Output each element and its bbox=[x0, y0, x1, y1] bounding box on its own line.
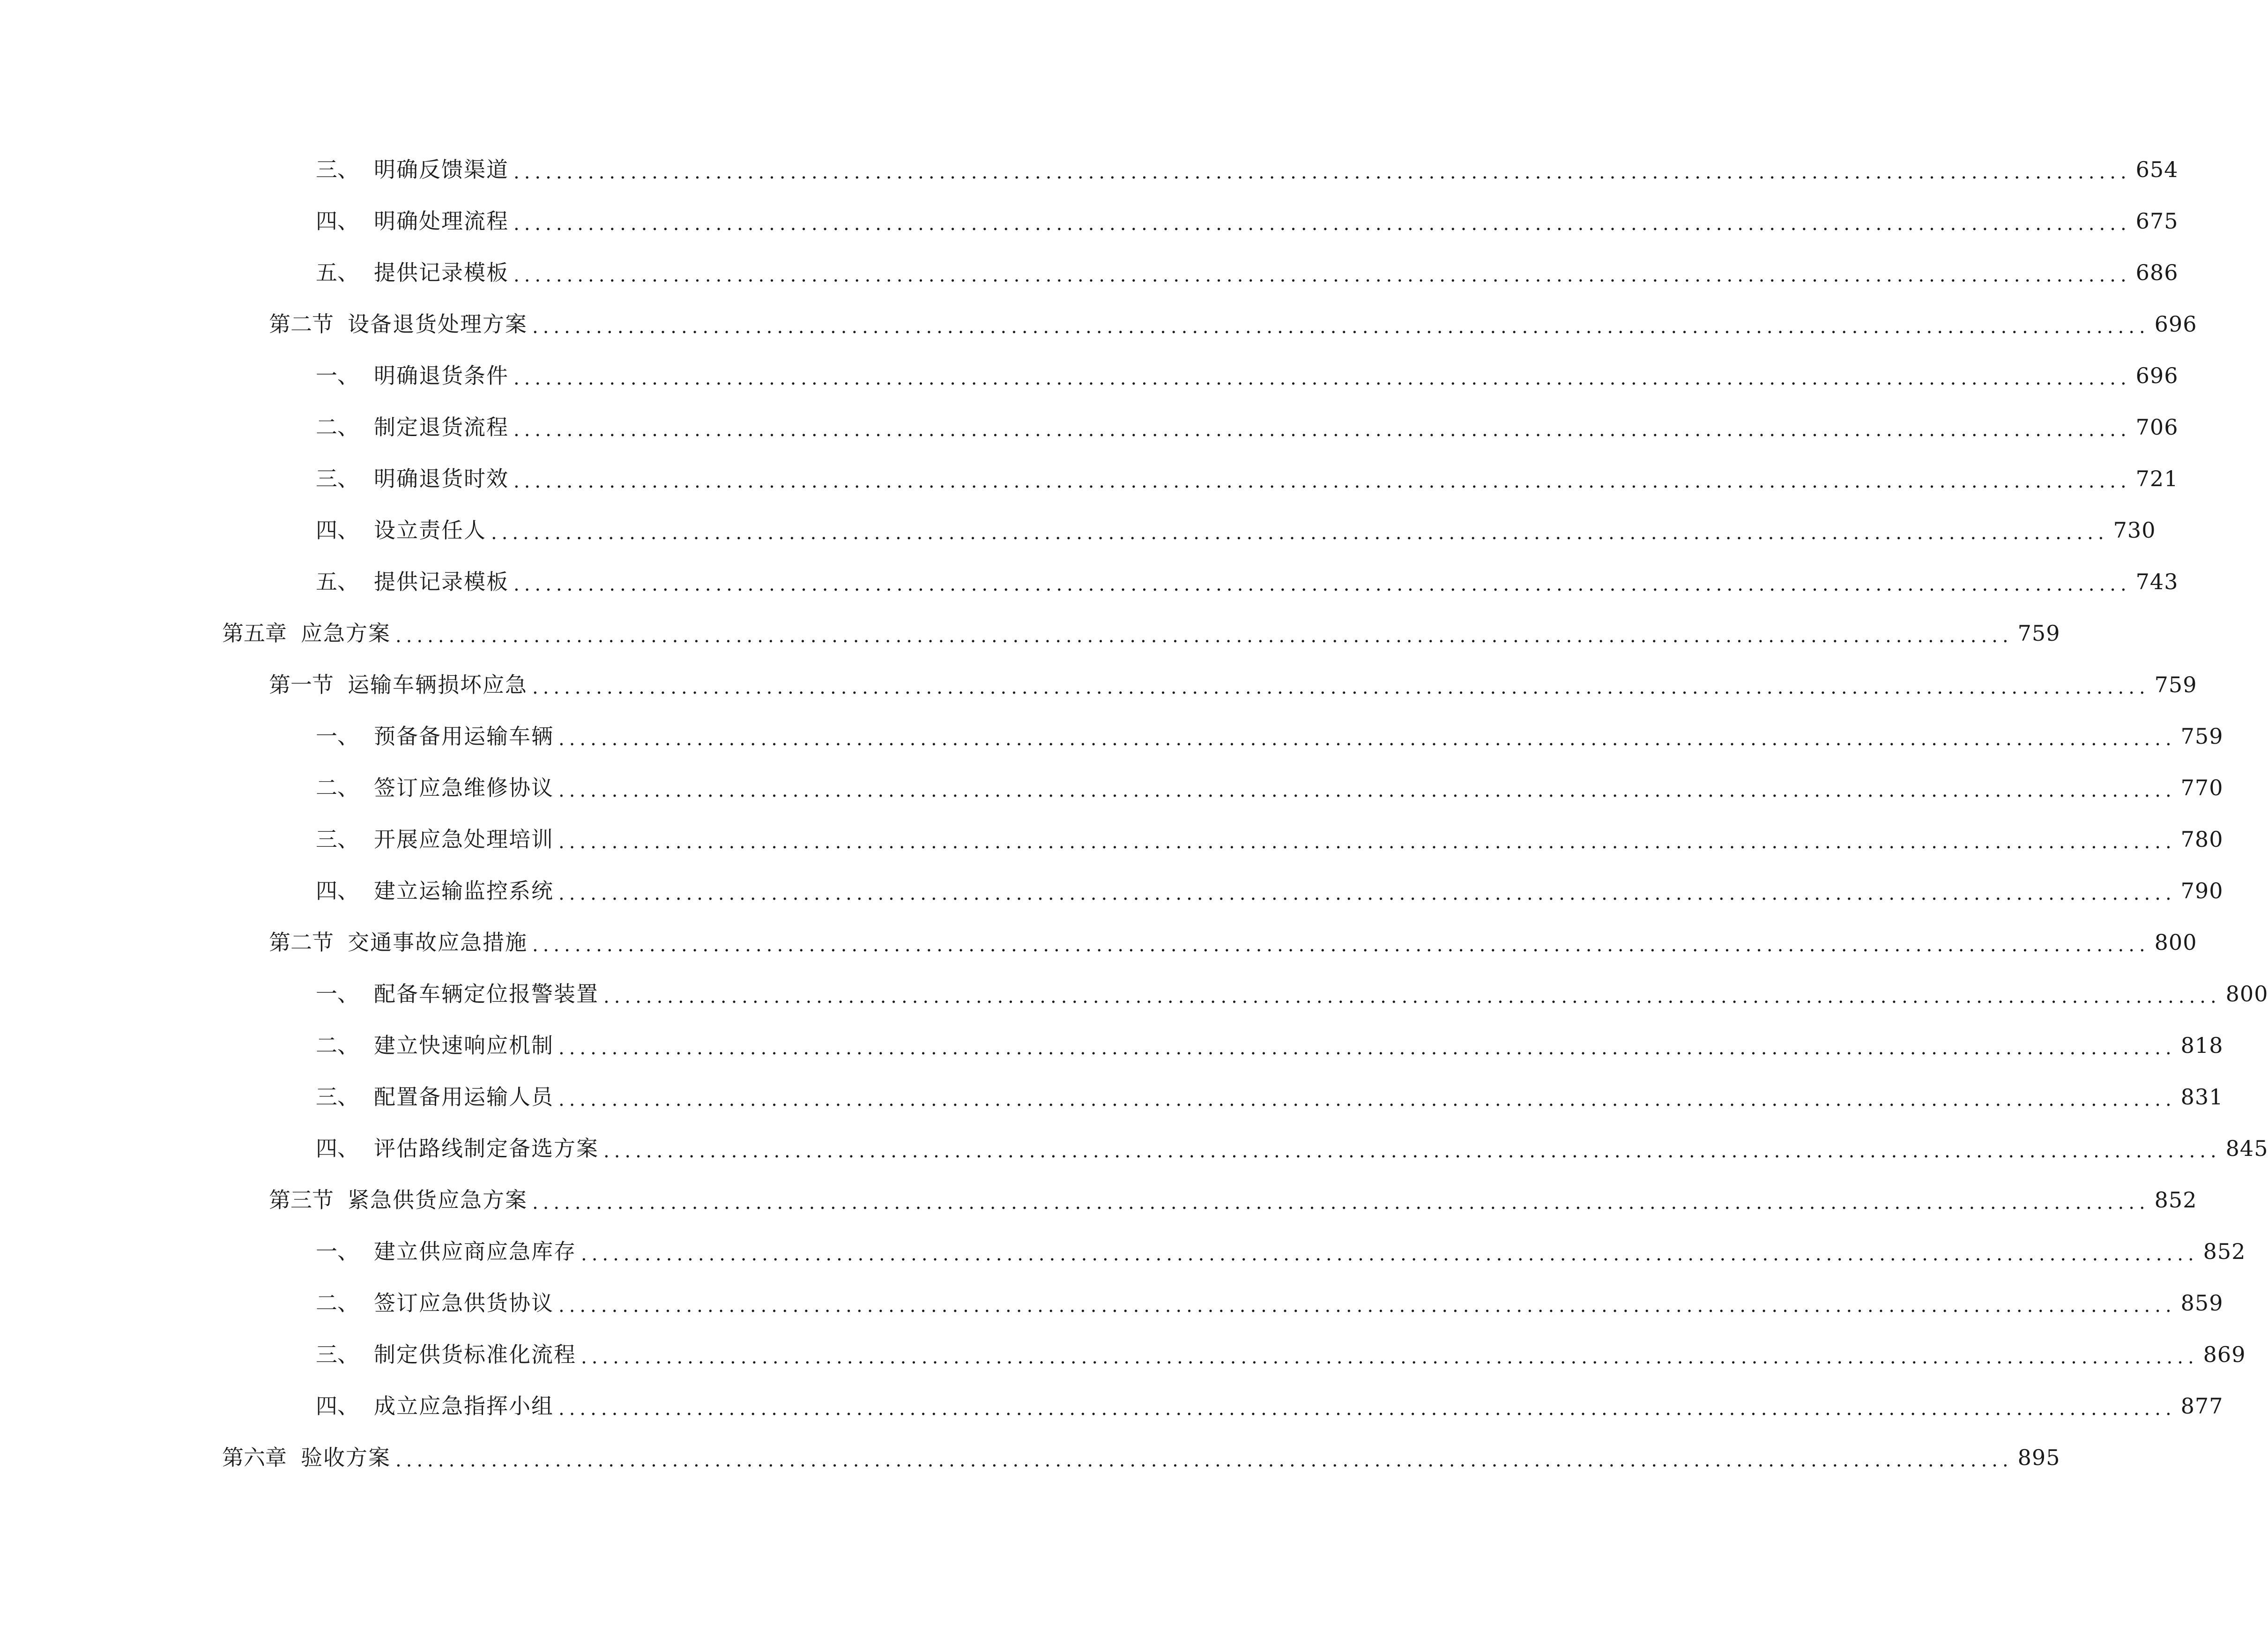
toc-entry-page: 800 bbox=[2154, 930, 2197, 955]
toc-entry-page: 852 bbox=[2154, 1187, 2197, 1213]
toc-entry-number: 二、 bbox=[316, 1290, 359, 1316]
toc-entry-title: 验收方案 bbox=[301, 1445, 391, 1470]
toc-entry[interactable] bbox=[0, 1329, 2246, 1380]
toc-entry[interactable] bbox=[0, 865, 2223, 917]
toc-entry-page: 818 bbox=[2180, 1033, 2223, 1058]
dot-leader: ........................................................................................................................................................ bbox=[603, 1140, 2221, 1162]
toc-entry-page: 675 bbox=[2135, 208, 2179, 234]
dot-leader: ........................................................................................................................................................ bbox=[558, 831, 2176, 853]
dot-leader: ........................................................................................................................................................ bbox=[581, 1243, 2199, 1265]
dot-leader: ........................................................................................................................................................ bbox=[513, 471, 2131, 492]
toc-entry-title: 明确退货条件 bbox=[374, 363, 509, 388]
toc-entry[interactable] bbox=[0, 1071, 2223, 1123]
toc-entry[interactable] bbox=[0, 556, 2179, 607]
toc-entry-title: 制定退货流程 bbox=[374, 414, 509, 440]
toc-entry-page: 686 bbox=[2135, 260, 2179, 285]
dot-leader: ........................................................................................................................................................ bbox=[395, 625, 2013, 647]
toc-entry[interactable] bbox=[0, 144, 2179, 195]
dot-leader: ........................................................................................................................................................ bbox=[532, 1192, 2150, 1214]
toc-entry[interactable] bbox=[0, 1277, 2223, 1329]
toc-entry-number: 五、 bbox=[316, 569, 359, 594]
toc-entry-page: 654 bbox=[2135, 157, 2179, 182]
dot-leader: ........................................................................................................................................................ bbox=[558, 1398, 2176, 1420]
dot-leader: ........................................................................................................................................................ bbox=[558, 780, 2176, 801]
toc-entry-number: 第二节 bbox=[269, 311, 334, 337]
dot-leader: ........................................................................................................................................................ bbox=[513, 368, 2131, 389]
toc-entry[interactable] bbox=[0, 1123, 2268, 1174]
toc-entry-title: 建立快速响应机制 bbox=[374, 1033, 554, 1058]
toc-entry-number: 三、 bbox=[316, 1342, 359, 1367]
toc-entry-number: 四、 bbox=[316, 1393, 359, 1419]
toc-entry-page: 696 bbox=[2135, 363, 2179, 388]
dot-leader: ........................................................................................................................................................ bbox=[513, 419, 2131, 441]
toc-entry-number: 一、 bbox=[316, 981, 359, 1007]
toc-entry-title: 紧急供货应急方案 bbox=[348, 1187, 528, 1213]
toc-entry-page: 790 bbox=[2180, 878, 2223, 903]
toc-entry-title: 开展应急处理培训 bbox=[374, 827, 554, 852]
toc-entry-page: 743 bbox=[2135, 569, 2179, 594]
toc-entry-title: 建立运输监控系统 bbox=[374, 878, 554, 903]
toc-entry-title: 签订应急供货协议 bbox=[374, 1290, 554, 1316]
toc-entry-page: 852 bbox=[2203, 1239, 2246, 1264]
toc-entry-number: 第五章 bbox=[222, 621, 287, 646]
toc-entry-number: 四、 bbox=[316, 878, 359, 903]
dot-leader: ........................................................................................................................................................ bbox=[513, 213, 2131, 235]
toc-entry-page: 696 bbox=[2154, 311, 2197, 337]
toc-entry-title: 运输车辆损坏应急 bbox=[348, 672, 528, 697]
toc-entry-title: 签订应急维修协议 bbox=[374, 775, 554, 800]
toc-entry-number: 三、 bbox=[316, 827, 359, 852]
toc-entry-title: 明确反馈渠道 bbox=[374, 157, 509, 182]
toc-entry-title: 明确处理流程 bbox=[374, 208, 509, 234]
toc-entry[interactable] bbox=[0, 401, 2179, 453]
toc-entry-page: 759 bbox=[2180, 724, 2223, 749]
toc-entry[interactable] bbox=[0, 195, 2179, 247]
toc-entry-page: 770 bbox=[2180, 775, 2223, 800]
toc-entry-page: 869 bbox=[2203, 1342, 2246, 1367]
toc-entry-title: 评估路线制定备选方案 bbox=[374, 1136, 599, 1161]
dot-leader: ........................................................................................................................................................ bbox=[532, 316, 2150, 338]
dot-leader: ........................................................................................................................................................ bbox=[558, 1037, 2176, 1059]
toc-entry-page: 759 bbox=[2017, 621, 2060, 646]
toc-entry[interactable] bbox=[0, 710, 2223, 762]
toc-entry-number: 第一节 bbox=[269, 672, 334, 697]
dot-leader: ........................................................................................................................................................ bbox=[558, 728, 2176, 750]
toc-entry-number: 一、 bbox=[316, 724, 359, 749]
toc-entry-number: 四、 bbox=[316, 518, 359, 543]
toc-entry-title: 提供记录模板 bbox=[374, 260, 509, 285]
dot-leader: ........................................................................................................................................................ bbox=[491, 522, 2109, 544]
toc-entry-section[interactable] bbox=[0, 917, 2197, 968]
toc-entry-number: 五、 bbox=[316, 260, 359, 285]
toc-entry-page: 721 bbox=[2135, 466, 2179, 491]
toc-entry-number: 四、 bbox=[316, 1136, 359, 1161]
dot-leader: ........................................................................................................................................................ bbox=[513, 265, 2131, 286]
toc-entry[interactable] bbox=[0, 814, 2223, 865]
toc-entry-number: 二、 bbox=[316, 775, 359, 800]
toc-entry-number: 二、 bbox=[316, 1033, 359, 1058]
toc-entry-section[interactable] bbox=[0, 659, 2197, 710]
toc-entry-number: 三、 bbox=[316, 1084, 359, 1110]
toc-entry[interactable] bbox=[0, 504, 2156, 556]
toc-entry[interactable] bbox=[0, 247, 2179, 298]
dot-leader: ........................................................................................................................................................ bbox=[558, 1295, 2176, 1317]
toc-entry[interactable] bbox=[0, 350, 2179, 401]
toc-entry-number: 一、 bbox=[316, 363, 359, 388]
dot-leader: ........................................................................................................................................................ bbox=[532, 934, 2150, 956]
toc-entry-number: 第三节 bbox=[269, 1187, 334, 1213]
toc-entry-title: 应急方案 bbox=[301, 621, 391, 646]
toc-entry-number: 三、 bbox=[316, 466, 359, 491]
toc-entry-page: 895 bbox=[2017, 1445, 2060, 1470]
toc-entry-title: 设备退货处理方案 bbox=[348, 311, 528, 337]
dot-leader: ........................................................................................................................................................ bbox=[581, 1347, 2199, 1368]
toc-entry-page: 759 bbox=[2154, 672, 2197, 697]
table-of-contents bbox=[0, 144, 2268, 1483]
toc-entry-number: 一、 bbox=[316, 1239, 359, 1264]
toc-entry-title: 设立责任人 bbox=[374, 518, 486, 543]
dot-leader: ........................................................................................................................................................ bbox=[558, 1089, 2176, 1110]
toc-entry-page: 800 bbox=[2225, 981, 2268, 1007]
toc-entry-section[interactable] bbox=[0, 298, 2197, 350]
toc-entry-page: 859 bbox=[2180, 1290, 2223, 1316]
toc-entry[interactable] bbox=[0, 1226, 2246, 1277]
dot-leader: ........................................................................................................................................................ bbox=[513, 162, 2131, 183]
toc-entry-number: 第六章 bbox=[222, 1445, 287, 1470]
toc-entry-page: 845 bbox=[2225, 1136, 2268, 1161]
toc-entry-number: 第二节 bbox=[269, 930, 334, 955]
toc-entry-section[interactable] bbox=[0, 1174, 2197, 1226]
toc-entry-title: 明确退货时效 bbox=[374, 466, 509, 491]
dot-leader: ........................................................................................................................................................ bbox=[558, 883, 2176, 904]
toc-entry[interactable] bbox=[0, 968, 2268, 1020]
toc-entry[interactable] bbox=[0, 762, 2223, 814]
dot-leader: ........................................................................................................................................................ bbox=[395, 1450, 2013, 1471]
toc-entry-title: 预备备用运输车辆 bbox=[374, 724, 554, 749]
toc-entry-page: 730 bbox=[2113, 518, 2156, 543]
toc-entry[interactable] bbox=[0, 1380, 2223, 1432]
toc-entry-number: 二、 bbox=[316, 414, 359, 440]
toc-entry-page: 706 bbox=[2135, 414, 2179, 440]
dot-leader: ........................................................................................................................................................ bbox=[532, 677, 2150, 698]
toc-entry-title: 建立供应商应急库存 bbox=[374, 1239, 576, 1264]
toc-entry-page: 780 bbox=[2180, 827, 2223, 852]
toc-entry-chapter[interactable] bbox=[0, 1432, 2060, 1483]
toc-entry[interactable] bbox=[0, 1020, 2223, 1071]
dot-leader: ........................................................................................................................................................ bbox=[513, 574, 2131, 595]
toc-entry[interactable] bbox=[0, 453, 2179, 504]
toc-entry-title: 配备车辆定位报警装置 bbox=[374, 981, 599, 1007]
toc-entry-number: 三、 bbox=[316, 157, 359, 182]
toc-entry-title: 提供记录模板 bbox=[374, 569, 509, 594]
toc-entry-title: 交通事故应急措施 bbox=[348, 930, 528, 955]
toc-entry-number: 四、 bbox=[316, 208, 359, 234]
toc-entry-title: 制定供货标准化流程 bbox=[374, 1342, 576, 1367]
toc-entry-title: 配置备用运输人员 bbox=[374, 1084, 554, 1110]
toc-entry-page: 877 bbox=[2180, 1393, 2223, 1419]
dot-leader: ........................................................................................................................................................ bbox=[603, 986, 2221, 1007]
toc-entry-title: 成立应急指挥小组 bbox=[374, 1393, 554, 1419]
toc-entry-page: 831 bbox=[2180, 1084, 2223, 1110]
toc-entry-chapter[interactable] bbox=[0, 607, 2060, 659]
